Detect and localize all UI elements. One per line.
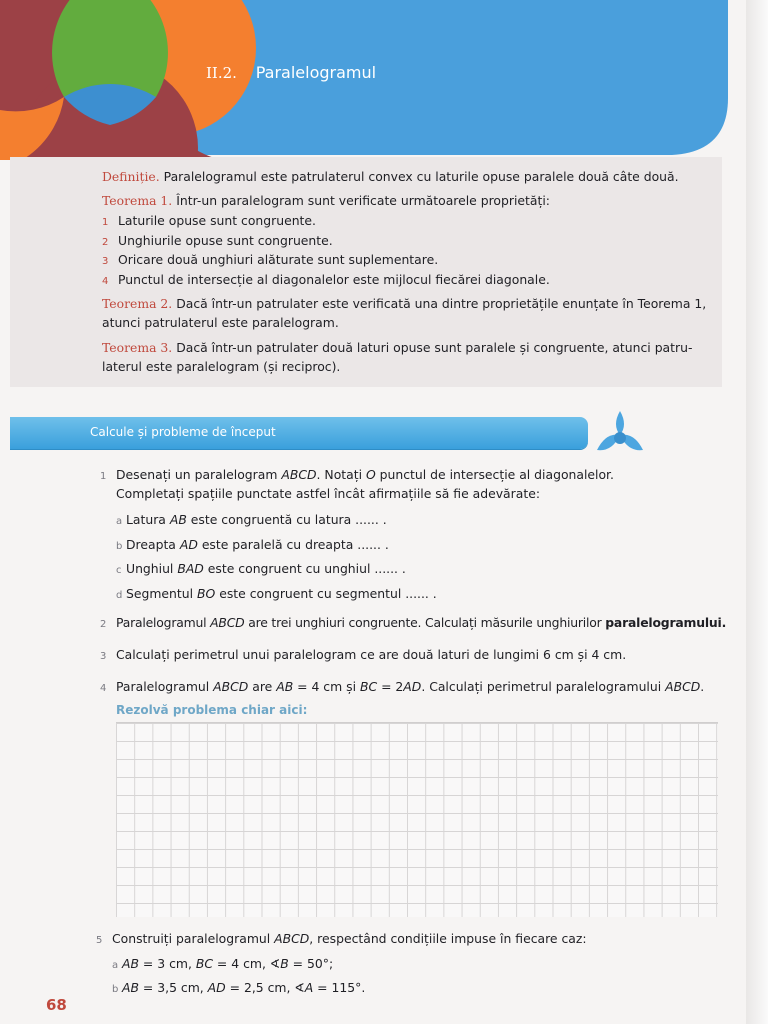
exercise-number: 3	[100, 651, 107, 662]
theorem-2-line-2: atunci patrulaterul este paralelogram.	[102, 315, 339, 330]
subitem-text: Latura	[126, 512, 170, 527]
theorem-3	[102, 340, 692, 356]
property-text: Punctul de intersecție al diagonalelor este mijlocul fiecărei diagonale.	[118, 272, 550, 287]
math-ad: AD	[403, 679, 422, 694]
exercise-2-text: Paralelogramul	[116, 615, 211, 630]
definition	[102, 169, 679, 185]
math-bad: BAD	[177, 561, 204, 576]
section-bar	[10, 417, 588, 449]
theorem-2-label: Teorema 2.	[102, 296, 173, 311]
property-item	[102, 213, 316, 231]
exercise-number: 1	[100, 471, 107, 482]
property-text: Oricare două unghiuri alăturate sunt suplementare.	[118, 252, 439, 267]
exercise-1-c	[116, 561, 406, 579]
subitem-label: a	[116, 516, 123, 527]
solve-here-hint: Rezolvă problema chiar aici:	[116, 703, 308, 717]
exercise-2	[100, 615, 726, 633]
property-item	[102, 272, 550, 290]
theory-box	[10, 157, 722, 387]
math-ad: AD	[207, 980, 226, 995]
subitem-text: = 3,5 cm,	[138, 980, 208, 995]
subitem-text: Segmentul	[126, 586, 197, 601]
property-number: 2	[102, 237, 109, 248]
theorem-2	[102, 296, 706, 312]
subitem-text: = 2,5 cm, ∢	[225, 980, 305, 995]
math-ab: AB	[122, 980, 139, 995]
theorem-1-label: Teorema 1.	[102, 193, 173, 208]
math-abcd: ABCD	[274, 931, 310, 946]
subitem-text: = 3 cm,	[138, 956, 196, 971]
subitem-text: = 50°;	[288, 956, 334, 971]
subitem-text: este congruentă cu latura ...... .	[186, 512, 387, 527]
exercise-2-text: paralelogramului.	[605, 615, 727, 630]
property-number: 4	[102, 276, 109, 287]
theorem-1-text: Într-un paralelogram sunt verificate următoarele proprietăți:	[176, 193, 550, 208]
definition-text: Paralelogramul este patrulaterul convex cu laturile opuse paralele două câte două.	[163, 169, 679, 184]
math-a: A	[304, 980, 314, 995]
subitem-label: b	[116, 541, 123, 552]
exercise-5-text: Construiți paralelogramul	[112, 931, 275, 946]
exercise-3	[100, 647, 626, 665]
math-ad: AD	[179, 537, 198, 552]
definition-label: Definiție.	[102, 169, 160, 184]
exercise-4-text: .	[700, 679, 705, 694]
math-ab: AB	[276, 679, 294, 694]
exercise-4-text: Paralelogramul	[116, 679, 214, 694]
math-abcd: ABCD	[210, 615, 245, 630]
exercise-1	[100, 467, 614, 485]
exercise-number: 5	[96, 935, 103, 946]
exercise-3-text: Calculați perimetrul unui paralelogram ce are două laturi de lungimi 6 cm și 4 cm.	[116, 647, 627, 662]
exercise-1-b	[116, 537, 389, 555]
chapter-title: Paralelogramul	[255, 63, 377, 82]
exercise-1-a	[116, 512, 387, 530]
subitem-label: a	[112, 960, 119, 971]
chapter-header	[0, 0, 768, 160]
subitem-label: c	[116, 565, 122, 576]
subitem-text: = 4 cm, ∢	[212, 956, 281, 971]
math-b: B	[280, 956, 289, 971]
property-item	[102, 233, 333, 251]
property-item	[102, 252, 438, 270]
property-text: Unghiurile opuse sunt congruente.	[118, 233, 333, 248]
subitem-text: Unghiul	[126, 561, 178, 576]
exercise-5-b	[112, 980, 365, 998]
subitem-label: b	[112, 984, 119, 995]
subitem-text: este congruent cu unghiul ...... .	[203, 561, 406, 576]
math-ab: AB	[169, 512, 187, 527]
math-abcd: ABCD	[213, 679, 249, 694]
page-number: 68	[46, 996, 67, 1014]
math-bo: BO	[197, 586, 216, 601]
theorem-3-label: Teorema 3.	[102, 340, 173, 355]
difficulty-clover-icon	[594, 408, 646, 456]
exercise-4-text: are	[248, 679, 277, 694]
exercise-1-text: . Notați	[316, 467, 366, 482]
math-abcd: ABCD	[665, 679, 701, 694]
math-abcd: ABCD	[281, 467, 317, 482]
exercise-1-text: punctul de intersecție al diagonalelor.	[375, 467, 614, 482]
subitem-text: este paralelă cu dreapta ...... .	[197, 537, 389, 552]
exercise-5-a	[112, 956, 333, 974]
exercise-5	[96, 931, 587, 949]
math-bc: BC	[195, 956, 213, 971]
venn-banner-graphic	[0, 0, 768, 160]
exercise-4-text: = 4 cm și	[293, 679, 360, 694]
property-text: Laturile opuse sunt congruente.	[118, 213, 316, 228]
exercise-1-line-2: Completați spațiile punctate astfel încât afirmațiile să fie adevărate:	[116, 486, 540, 501]
theorem-3-line-2: laterul este paralelogram (și reciproc).	[102, 359, 341, 374]
section-title: Calcule și probleme de început	[90, 425, 276, 439]
math-bc: BC	[359, 679, 378, 694]
math-ab: AB	[122, 956, 139, 971]
subitem-text: este congruent cu segmentul ...... .	[215, 586, 437, 601]
exercise-1-d	[116, 586, 437, 604]
subitem-text: = 115°.	[313, 980, 366, 995]
property-number: 3	[102, 256, 109, 267]
chapter-heading	[206, 63, 376, 82]
theorem-2-line-1: Dacă într-un patrulater este verificată una dintre proprietățile enunțate în Teorema 1,	[176, 296, 707, 311]
exercise-5-text: , respectând condițiile impuse în fiecare caz:	[309, 931, 587, 946]
property-number: 1	[102, 217, 109, 228]
answer-grid[interactable]	[116, 722, 718, 917]
exercise-4-text: . Calculați perimetrul paralelogramului	[421, 679, 666, 694]
exercise-2-text: are trei unghiuri congruente. Calculați măsurile unghiurilor	[244, 615, 606, 630]
theorem-3-line-1: Dacă într-un patrulater două laturi opuse sunt paralele și congruente, atunci patru-	[176, 340, 693, 355]
theorem-1	[102, 193, 550, 209]
exercise-4	[100, 679, 704, 697]
exercise-1-text: Desenați un paralelogram	[116, 467, 282, 482]
chapter-number: II.2.	[206, 64, 237, 82]
math-o: O	[365, 467, 376, 482]
subitem-text: Dreapta	[126, 537, 180, 552]
exercise-4-text: = 2	[377, 679, 404, 694]
exercise-number: 2	[100, 619, 107, 630]
subitem-label: d	[116, 590, 123, 601]
exercise-number: 4	[100, 683, 107, 694]
